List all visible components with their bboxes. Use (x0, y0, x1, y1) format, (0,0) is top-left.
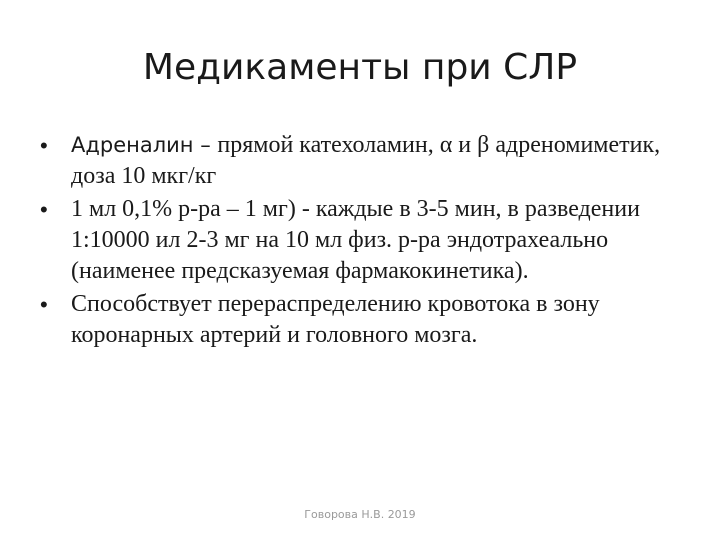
bullet-text: Способствует перераспределению кровотока в зону коронарных артерий и головного мозга. (71, 291, 600, 348)
bullet-item-adrenaline (40, 130, 680, 192)
bullet-dot-icon: • (40, 133, 48, 158)
bullet-list (40, 130, 680, 353)
bullet-text: 1 мл 0,1% р-ра – 1 мг) - каждые в 3-5 мин, в разведении 1:10000 ил 2-3 мг на 10 мл физ. р-ра эндотрахеально (наименее предсказуемая фармакокинетика). (71, 196, 640, 284)
bullet-item-dosage (40, 194, 680, 287)
bullet-text: прямой катехоламин, α и β адреномиметик, доза 10 мкг/кг (71, 132, 661, 189)
bullet-dot-icon: • (40, 292, 48, 317)
bullet-lead-text: Адреналин – (71, 133, 218, 157)
slide-title: Медикаменты при СЛР (142, 47, 578, 88)
bullet-dot-icon: • (40, 197, 48, 222)
bullet-item-effect (40, 289, 680, 351)
slide-footer: Говорова Н.В. 2019 (304, 508, 416, 521)
